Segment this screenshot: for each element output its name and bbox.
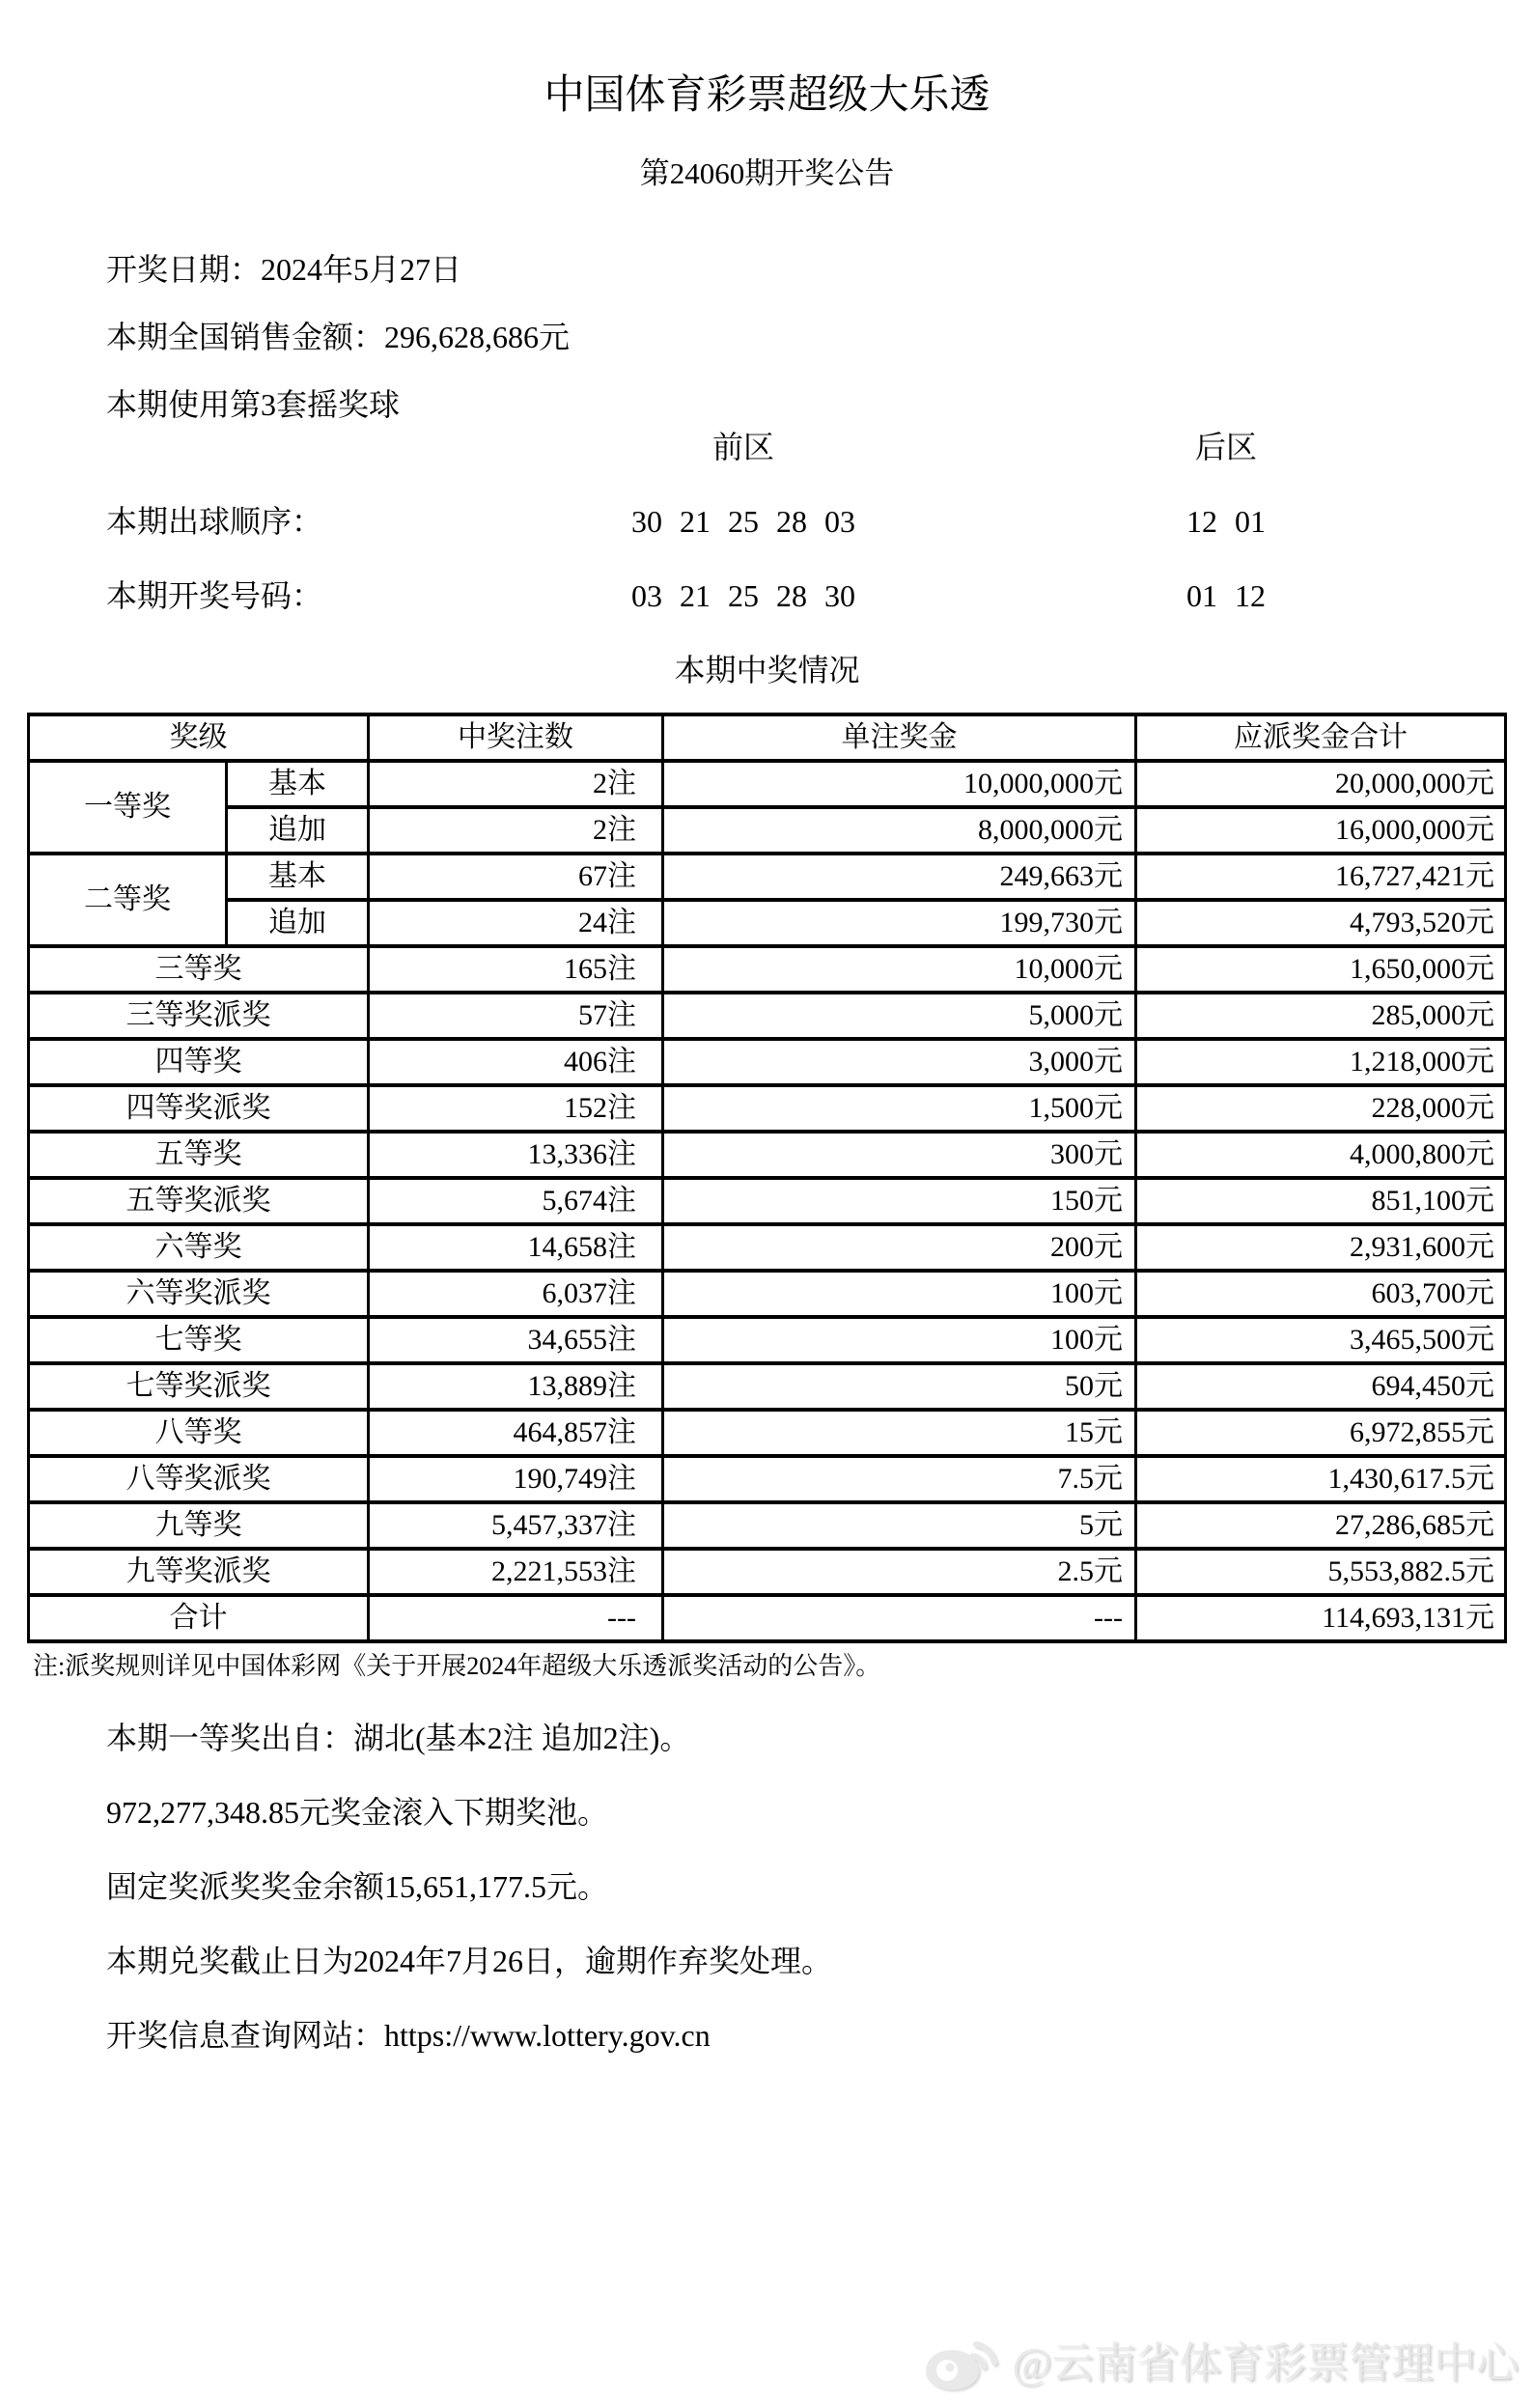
total-payout-cell: 2,931,600元 [1136, 1224, 1506, 1271]
weibo-icon [923, 2327, 1002, 2400]
table-row [29, 1178, 1506, 1224]
total-payout-cell: 16,727,421元 [1136, 854, 1506, 900]
unit-prize-cell: 200元 [663, 1224, 1136, 1271]
total-payout-cell: 851,100元 [1136, 1178, 1506, 1224]
unit-prize-cell: 5,000元 [663, 993, 1136, 1039]
winning-back-numbers: 01 12 [1186, 578, 1266, 613]
winning-count-cell: 165注 [369, 946, 663, 993]
prize-level-cell: 五等奖 [29, 1132, 369, 1178]
ball-set-line: 本期使用第3套摇奖球 [106, 387, 401, 422]
winning-front-numbers: 03 21 25 28 30 [631, 578, 855, 613]
table-row [29, 946, 1506, 993]
prize-level-cell: 七等奖派奖 [29, 1363, 369, 1410]
unit-prize-cell: 3,000元 [663, 1039, 1136, 1085]
winning-count-cell: 24注 [369, 900, 663, 946]
prize-level-cell: 合计 [29, 1595, 369, 1641]
total-payout-cell: 285,000元 [1136, 993, 1506, 1039]
table-row-total [29, 1595, 1506, 1641]
total-payout-cell: 603,700元 [1136, 1271, 1506, 1317]
prize-subtype-cell: 追加 [227, 900, 369, 946]
table-row [29, 854, 1506, 900]
total-payout-cell: 3,465,500元 [1136, 1317, 1506, 1363]
unit-prize-cell: 50元 [663, 1363, 1136, 1410]
total-payout-cell: 20,000,000元 [1136, 761, 1506, 807]
zone-header-row [0, 432, 1534, 462]
table-row [29, 1271, 1506, 1317]
back-zone-header: 后区 [1194, 430, 1257, 464]
prize-subtype-cell: 基本 [227, 854, 369, 900]
total-payout-cell: 694,450元 [1136, 1363, 1506, 1410]
ball-order-row [0, 506, 1534, 537]
unit-prize-cell: 10,000,000元 [663, 761, 1136, 807]
page-subtitle: 第24060期开奖公告 [639, 156, 895, 190]
unit-prize-cell: 15元 [663, 1410, 1136, 1456]
prize-level-cell: 六等奖 [29, 1224, 369, 1271]
unit-prize-cell: 2.5元 [663, 1549, 1136, 1595]
unit-prize-cell: 8,000,000元 [663, 807, 1136, 854]
draw-info-block [0, 254, 1534, 420]
prize-level-cell: 六等奖派奖 [29, 1271, 369, 1317]
total-payout-cell: 4,793,520元 [1136, 900, 1506, 946]
total-payout-cell: 4,000,800元 [1136, 1132, 1506, 1178]
winning-count-cell: 2,221,553注 [369, 1549, 663, 1595]
unit-prize-cell: 1,500元 [663, 1085, 1136, 1132]
winning-count-cell: 67注 [369, 854, 663, 900]
total-payout-cell: 114,693,131元 [1136, 1595, 1506, 1641]
winning-count-cell: 2注 [369, 761, 663, 807]
table-row [29, 761, 1506, 807]
col-header-unit-prize: 单注奖金 [663, 714, 1136, 761]
total-payout-cell: 1,430,617.5元 [1136, 1456, 1506, 1502]
table-header-row [29, 714, 1506, 761]
winning-count-cell: 13,336注 [369, 1132, 663, 1178]
winning-count-cell: 5,674注 [369, 1178, 663, 1224]
drawn-numbers-section [0, 432, 1534, 611]
total-payout-cell: 1,650,000元 [1136, 946, 1506, 993]
ball-order-label: 本期出球顺序： [106, 504, 323, 539]
winning-count-cell: 152注 [369, 1085, 663, 1132]
prize-subtype-cell: 基本 [227, 761, 369, 807]
lottery-website-line: 开奖信息查询网站：https://www.lottery.gov.cn [106, 2018, 711, 2053]
weibo-handle: @云南省体育彩票管理中心 [1012, 2339, 1519, 2387]
total-payout-cell: 5,553,882.5元 [1136, 1549, 1506, 1595]
first-prize-origin-line: 本期一等奖出自：湖北(基本2注 追加2注)。 [106, 1721, 691, 1755]
winning-numbers-row [0, 580, 1534, 611]
winning-count-cell: 57注 [369, 993, 663, 1039]
prize-level-cell: 二等奖 [29, 854, 227, 946]
unit-prize-cell: 300元 [663, 1132, 1136, 1178]
winning-count-cell: 2注 [369, 807, 663, 854]
table-row [29, 1317, 1506, 1363]
unit-prize-cell: 10,000元 [663, 946, 1136, 993]
prize-level-cell: 九等奖派奖 [29, 1549, 369, 1595]
ball-order-front-numbers: 30 21 25 28 03 [631, 504, 855, 539]
total-payout-cell: 228,000元 [1136, 1085, 1506, 1132]
total-payout-cell: 6,972,855元 [1136, 1410, 1506, 1456]
table-row [29, 1132, 1506, 1178]
unit-prize-cell: --- [663, 1595, 1136, 1641]
fixed-prize-balance-line: 固定奖派奖奖金余额15,651,177.5元。 [106, 1869, 609, 1904]
col-header-level: 奖级 [29, 714, 369, 761]
winning-count-cell: 406注 [369, 1039, 663, 1085]
table-row [29, 1085, 1506, 1132]
table-row [29, 1224, 1506, 1271]
prize-table-title: 本期中奖情况 [674, 653, 860, 687]
claim-deadline-line: 本期兑奖截止日为2024年7月26日，逾期作弃奖处理。 [106, 1944, 833, 1978]
table-row [29, 1456, 1506, 1502]
page-title: 中国体育彩票超级大乐透 [544, 73, 990, 118]
unit-prize-cell: 5元 [663, 1502, 1136, 1549]
table-row [29, 900, 1506, 946]
front-zone-header: 前区 [711, 430, 774, 464]
prize-level-cell: 七等奖 [29, 1317, 369, 1363]
ball-order-back-numbers: 12 01 [1186, 504, 1266, 539]
prize-level-cell: 八等奖 [29, 1410, 369, 1456]
sales-amount-line: 本期全国销售金额：296,628,686元 [106, 320, 571, 354]
table-row [29, 1363, 1506, 1410]
prize-level-cell: 一等奖 [29, 761, 227, 854]
winning-count-cell: 464,857注 [369, 1410, 663, 1456]
winning-count-cell: 6,037注 [369, 1271, 663, 1317]
weibo-watermark [923, 2327, 1519, 2400]
total-payout-cell: 27,286,685元 [1136, 1502, 1506, 1549]
winning-count-cell: --- [369, 1595, 663, 1641]
col-header-total-prize: 应派奖金合计 [1136, 714, 1506, 761]
prize-level-cell: 九等奖 [29, 1502, 369, 1549]
winning-numbers-label: 本期开奖号码： [106, 578, 323, 613]
winning-count-cell: 13,889注 [369, 1363, 663, 1410]
unit-prize-cell: 7.5元 [663, 1456, 1136, 1502]
unit-prize-cell: 100元 [663, 1271, 1136, 1317]
footer-notes [0, 1722, 1534, 2051]
prize-level-cell: 三等奖 [29, 946, 369, 993]
table-row [29, 1549, 1506, 1595]
table-row [29, 807, 1506, 854]
winning-count-cell: 34,655注 [369, 1317, 663, 1363]
unit-prize-cell: 150元 [663, 1178, 1136, 1224]
prize-level-cell: 八等奖派奖 [29, 1456, 369, 1502]
total-payout-cell: 1,218,000元 [1136, 1039, 1506, 1085]
unit-prize-cell: 199,730元 [663, 900, 1136, 946]
prize-level-cell: 三等奖派奖 [29, 993, 369, 1039]
jackpot-rollover-line: 972,277,348.85元奖金滚入下期奖池。 [106, 1795, 609, 1830]
payout-rule-note: 注:派奖规则详见中国体彩网《关于开展2024年超级大乐透派奖活动的公告》。 [33, 1652, 881, 1680]
winning-count-cell: 14,658注 [369, 1224, 663, 1271]
col-header-count: 中奖注数 [369, 714, 663, 761]
unit-prize-cell: 249,663元 [663, 854, 1136, 900]
zone-header-spacer [106, 432, 425, 462]
table-row [29, 1502, 1506, 1549]
unit-prize-cell: 100元 [663, 1317, 1136, 1363]
winning-count-cell: 190,749注 [369, 1456, 663, 1502]
table-row [29, 1410, 1506, 1456]
prize-level-cell: 四等奖 [29, 1039, 369, 1085]
table-row [29, 993, 1506, 1039]
prize-table [27, 713, 1507, 1643]
prize-subtype-cell: 追加 [227, 807, 369, 854]
total-payout-cell: 16,000,000元 [1136, 807, 1506, 854]
prize-level-cell: 五等奖派奖 [29, 1178, 369, 1224]
winning-count-cell: 5,457,337注 [369, 1502, 663, 1549]
draw-date-line: 开奖日期：2024年5月27日 [106, 252, 462, 287]
table-row [29, 1039, 1506, 1085]
prize-level-cell: 四等奖派奖 [29, 1085, 369, 1132]
